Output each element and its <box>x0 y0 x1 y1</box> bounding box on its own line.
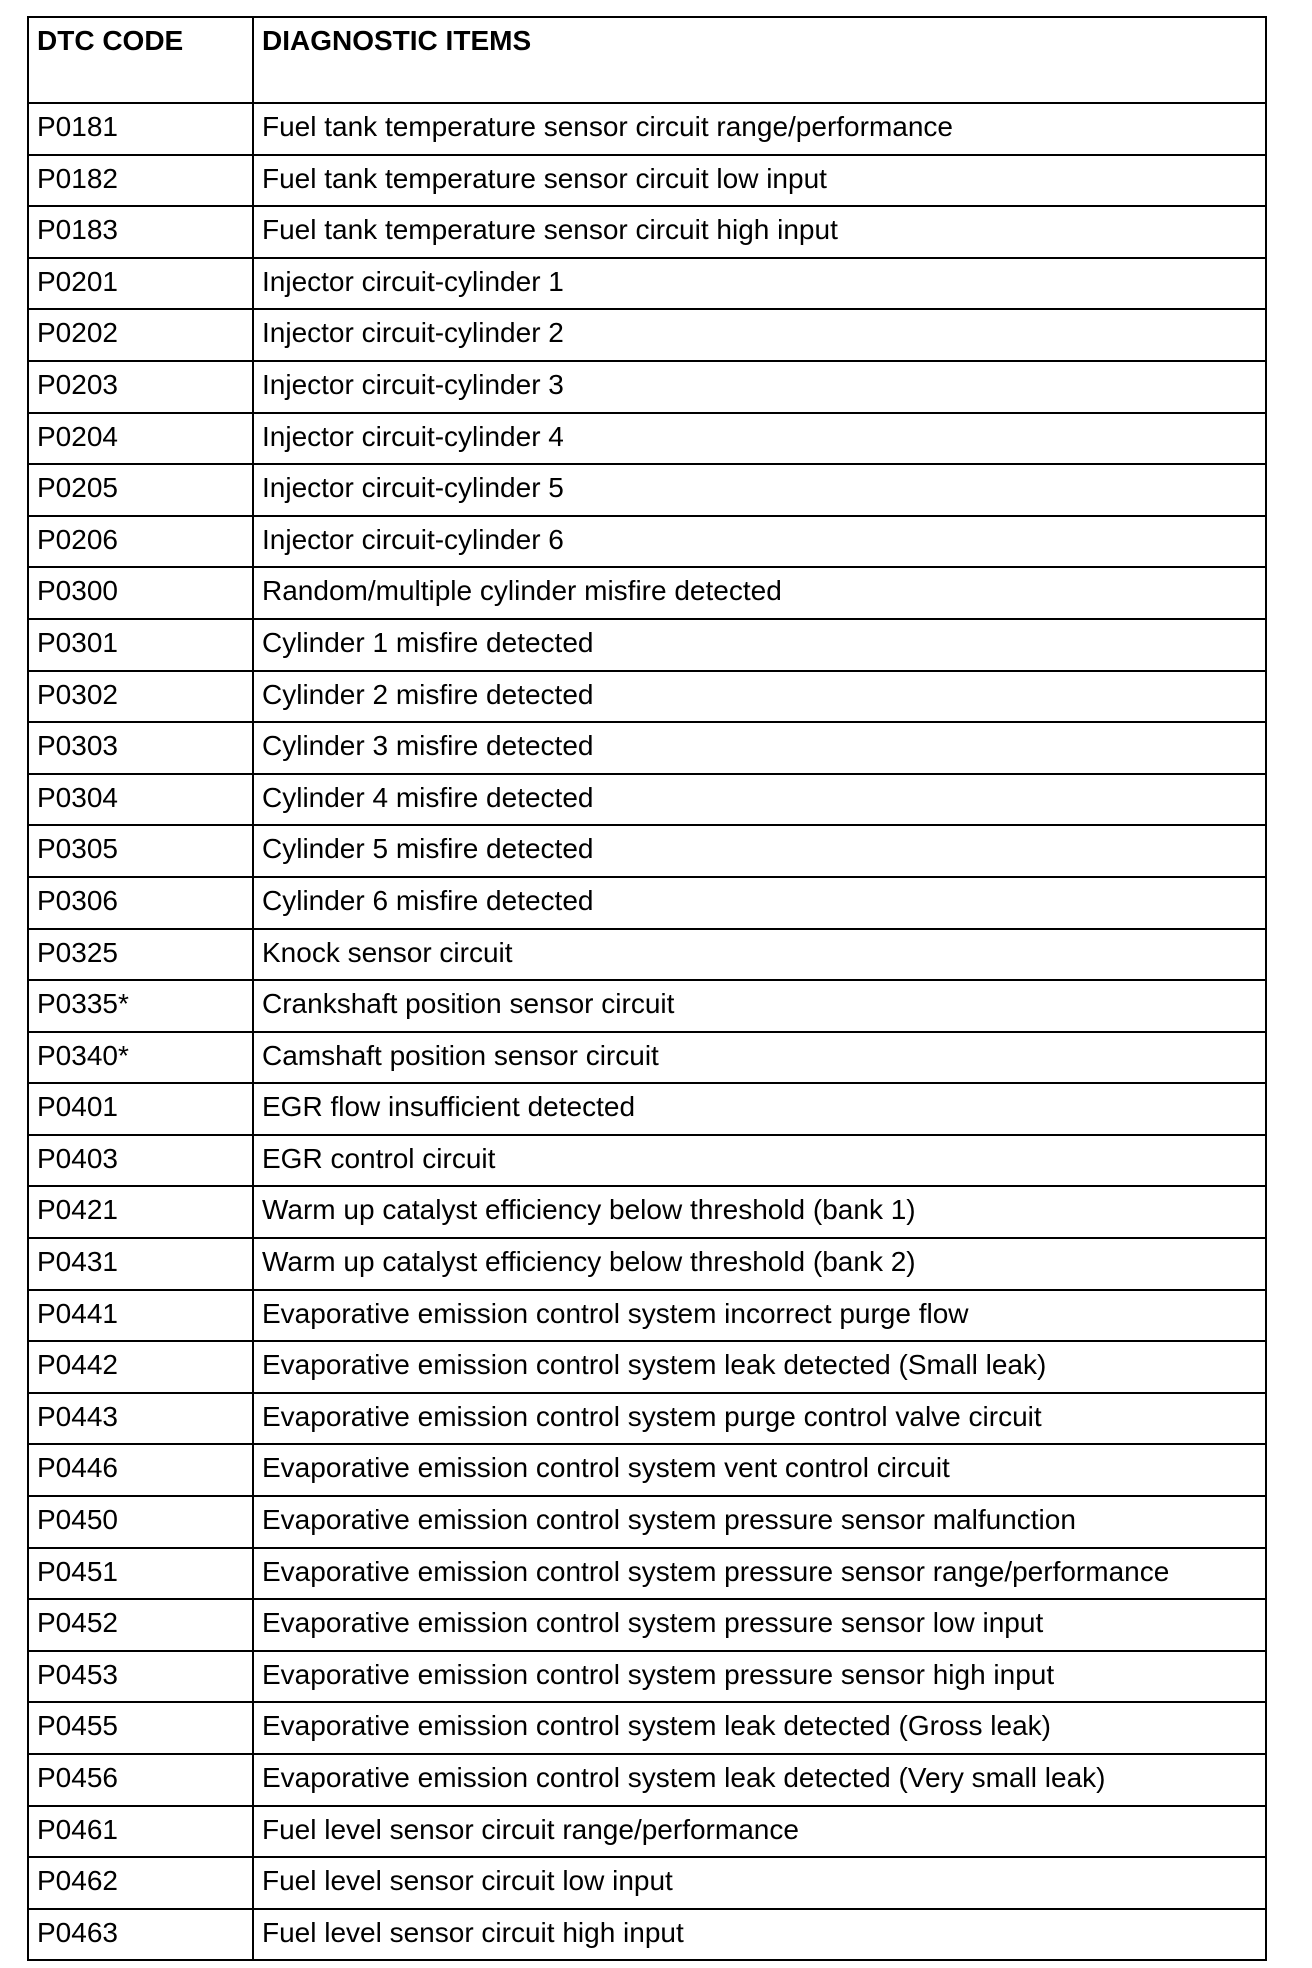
dtc-code-cell: P0206 <box>28 516 253 568</box>
dtc-code-cell: P0335* <box>28 980 253 1032</box>
dtc-code-cell: P0462 <box>28 1857 253 1909</box>
dtc-code-cell: P0300 <box>28 567 253 619</box>
dtc-code-cell: P0340* <box>28 1032 253 1084</box>
header-dtc-code: DTC CODE <box>28 17 253 103</box>
diagnostic-item-cell: Injector circuit-cylinder 4 <box>253 413 1266 465</box>
table-row <box>28 1083 1266 1135</box>
diagnostic-item-cell: Injector circuit-cylinder 3 <box>253 361 1266 413</box>
dtc-code-cell: P0302 <box>28 671 253 723</box>
table-row <box>28 155 1266 207</box>
dtc-code-cell: P0303 <box>28 722 253 774</box>
diagnostic-item-cell: Warm up catalyst efficiency below threshold (bank 1) <box>253 1186 1266 1238</box>
table-row <box>28 1651 1266 1703</box>
dtc-code-cell: P0202 <box>28 309 253 361</box>
dtc-code-cell: P0461 <box>28 1806 253 1858</box>
table-row <box>28 1909 1266 1961</box>
table-row <box>28 1135 1266 1187</box>
table-row <box>28 877 1266 929</box>
table-row <box>28 1238 1266 1290</box>
dtc-code-cell: P0453 <box>28 1651 253 1703</box>
diagnostic-item-cell: Evaporative emission control system purge control valve circuit <box>253 1393 1266 1445</box>
dtc-code-cell: P0431 <box>28 1238 253 1290</box>
header-diagnostic-items: DIAGNOSTIC ITEMS <box>253 17 1266 103</box>
dtc-code-cell: P0325 <box>28 929 253 981</box>
diagnostic-item-cell: Camshaft position sensor circuit <box>253 1032 1266 1084</box>
dtc-code-cell: P0442 <box>28 1341 253 1393</box>
table-row <box>28 1548 1266 1600</box>
diagnostic-item-cell: Crankshaft position sensor circuit <box>253 980 1266 1032</box>
diagnostic-item-cell: Cylinder 2 misfire detected <box>253 671 1266 723</box>
diagnostic-item-cell: Evaporative emission control system pressure sensor range/performance <box>253 1548 1266 1600</box>
dtc-code-cell: P0203 <box>28 361 253 413</box>
dtc-code-cell: P0443 <box>28 1393 253 1445</box>
diagnostic-item-cell: Cylinder 1 misfire detected <box>253 619 1266 671</box>
diagnostic-item-cell: Fuel level sensor circuit range/performance <box>253 1806 1266 1858</box>
dtc-code-cell: P0446 <box>28 1444 253 1496</box>
diagnostic-item-cell: Injector circuit-cylinder 2 <box>253 309 1266 361</box>
diagnostic-item-cell: Evaporative emission control system pressure sensor malfunction <box>253 1496 1266 1548</box>
table-row <box>28 1444 1266 1496</box>
diagnostic-item-cell: Evaporative emission control system pressure sensor low input <box>253 1599 1266 1651</box>
table-row <box>28 206 1266 258</box>
table-row <box>28 361 1266 413</box>
table-row <box>28 1599 1266 1651</box>
table-row <box>28 1290 1266 1342</box>
table-row <box>28 309 1266 361</box>
dtc-code-cell: P0182 <box>28 155 253 207</box>
table-row <box>28 516 1266 568</box>
header-row <box>28 17 1266 103</box>
diagnostic-item-cell: Cylinder 3 misfire detected <box>253 722 1266 774</box>
dtc-code-cell: P0455 <box>28 1702 253 1754</box>
diagnostic-item-cell: Evaporative emission control system leak detected (Very small leak) <box>253 1754 1266 1806</box>
diagnostic-item-cell: Evaporative emission control system pressure sensor high input <box>253 1651 1266 1703</box>
dtc-code-cell: P0181 <box>28 103 253 155</box>
diagnostic-item-cell: Cylinder 5 misfire detected <box>253 825 1266 877</box>
dtc-code-cell: P0441 <box>28 1290 253 1342</box>
dtc-code-cell: P0306 <box>28 877 253 929</box>
table-row <box>28 929 1266 981</box>
dtc-code-cell: P0403 <box>28 1135 253 1187</box>
dtc-code-cell: P0205 <box>28 464 253 516</box>
table-row <box>28 1857 1266 1909</box>
diagnostic-item-cell: Injector circuit-cylinder 5 <box>253 464 1266 516</box>
dtc-code-cell: P0450 <box>28 1496 253 1548</box>
dtc-code-cell: P0401 <box>28 1083 253 1135</box>
table-row <box>28 1186 1266 1238</box>
table-row <box>28 1702 1266 1754</box>
diagnostic-item-cell: Evaporative emission control system incorrect purge flow <box>253 1290 1266 1342</box>
table-row <box>28 103 1266 155</box>
diagnostic-item-cell: Warm up catalyst efficiency below threshold (bank 2) <box>253 1238 1266 1290</box>
diagnostic-item-cell: Fuel tank temperature sensor circuit high input <box>253 206 1266 258</box>
dtc-code-cell: P0463 <box>28 1909 253 1961</box>
table-row <box>28 1032 1266 1084</box>
table-row <box>28 567 1266 619</box>
diagnostic-item-cell: Evaporative emission control system vent control circuit <box>253 1444 1266 1496</box>
table-row <box>28 1754 1266 1806</box>
table-row <box>28 464 1266 516</box>
table-row <box>28 619 1266 671</box>
diagnostic-item-cell: Evaporative emission control system leak detected (Gross leak) <box>253 1702 1266 1754</box>
diagnostic-item-cell: Evaporative emission control system leak detected (Small leak) <box>253 1341 1266 1393</box>
table-row <box>28 722 1266 774</box>
dtc-code-cell: P0305 <box>28 825 253 877</box>
diagnostic-item-cell: Knock sensor circuit <box>253 929 1266 981</box>
diagnostic-item-cell: Fuel tank temperature sensor circuit range/performance <box>253 103 1266 155</box>
dtc-code-cell: P0452 <box>28 1599 253 1651</box>
diagnostic-item-cell: Cylinder 6 misfire detected <box>253 877 1266 929</box>
dtc-code-cell: P0456 <box>28 1754 253 1806</box>
table-row <box>28 671 1266 723</box>
table-row <box>28 1341 1266 1393</box>
table-row <box>28 1806 1266 1858</box>
table-row <box>28 1496 1266 1548</box>
diagnostic-item-cell: Fuel level sensor circuit low input <box>253 1857 1266 1909</box>
dtc-code-cell: P0451 <box>28 1548 253 1600</box>
diagnostic-item-cell: EGR control circuit <box>253 1135 1266 1187</box>
table-row <box>28 413 1266 465</box>
table-row <box>28 1393 1266 1445</box>
dtc-code-cell: P0301 <box>28 619 253 671</box>
diagnostic-item-cell: Random/multiple cylinder misfire detected <box>253 567 1266 619</box>
dtc-code-cell: P0183 <box>28 206 253 258</box>
table-row <box>28 825 1266 877</box>
diagnostic-item-cell: Cylinder 4 misfire detected <box>253 774 1266 826</box>
diagnostic-item-cell: EGR flow insufficient detected <box>253 1083 1266 1135</box>
dtc-code-cell: P0204 <box>28 413 253 465</box>
dtc-code-cell: P0201 <box>28 258 253 310</box>
diagnostic-item-cell: Fuel tank temperature sensor circuit low input <box>253 155 1266 207</box>
dtc-code-cell: P0421 <box>28 1186 253 1238</box>
diagnostic-item-cell: Injector circuit-cylinder 6 <box>253 516 1266 568</box>
table-row <box>28 774 1266 826</box>
dtc-table <box>27 16 1267 1961</box>
table-row <box>28 258 1266 310</box>
table-body <box>28 103 1266 1960</box>
table-row <box>28 980 1266 1032</box>
diagnostic-item-cell: Injector circuit-cylinder 1 <box>253 258 1266 310</box>
dtc-code-cell: P0304 <box>28 774 253 826</box>
diagnostic-item-cell: Fuel level sensor circuit high input <box>253 1909 1266 1961</box>
